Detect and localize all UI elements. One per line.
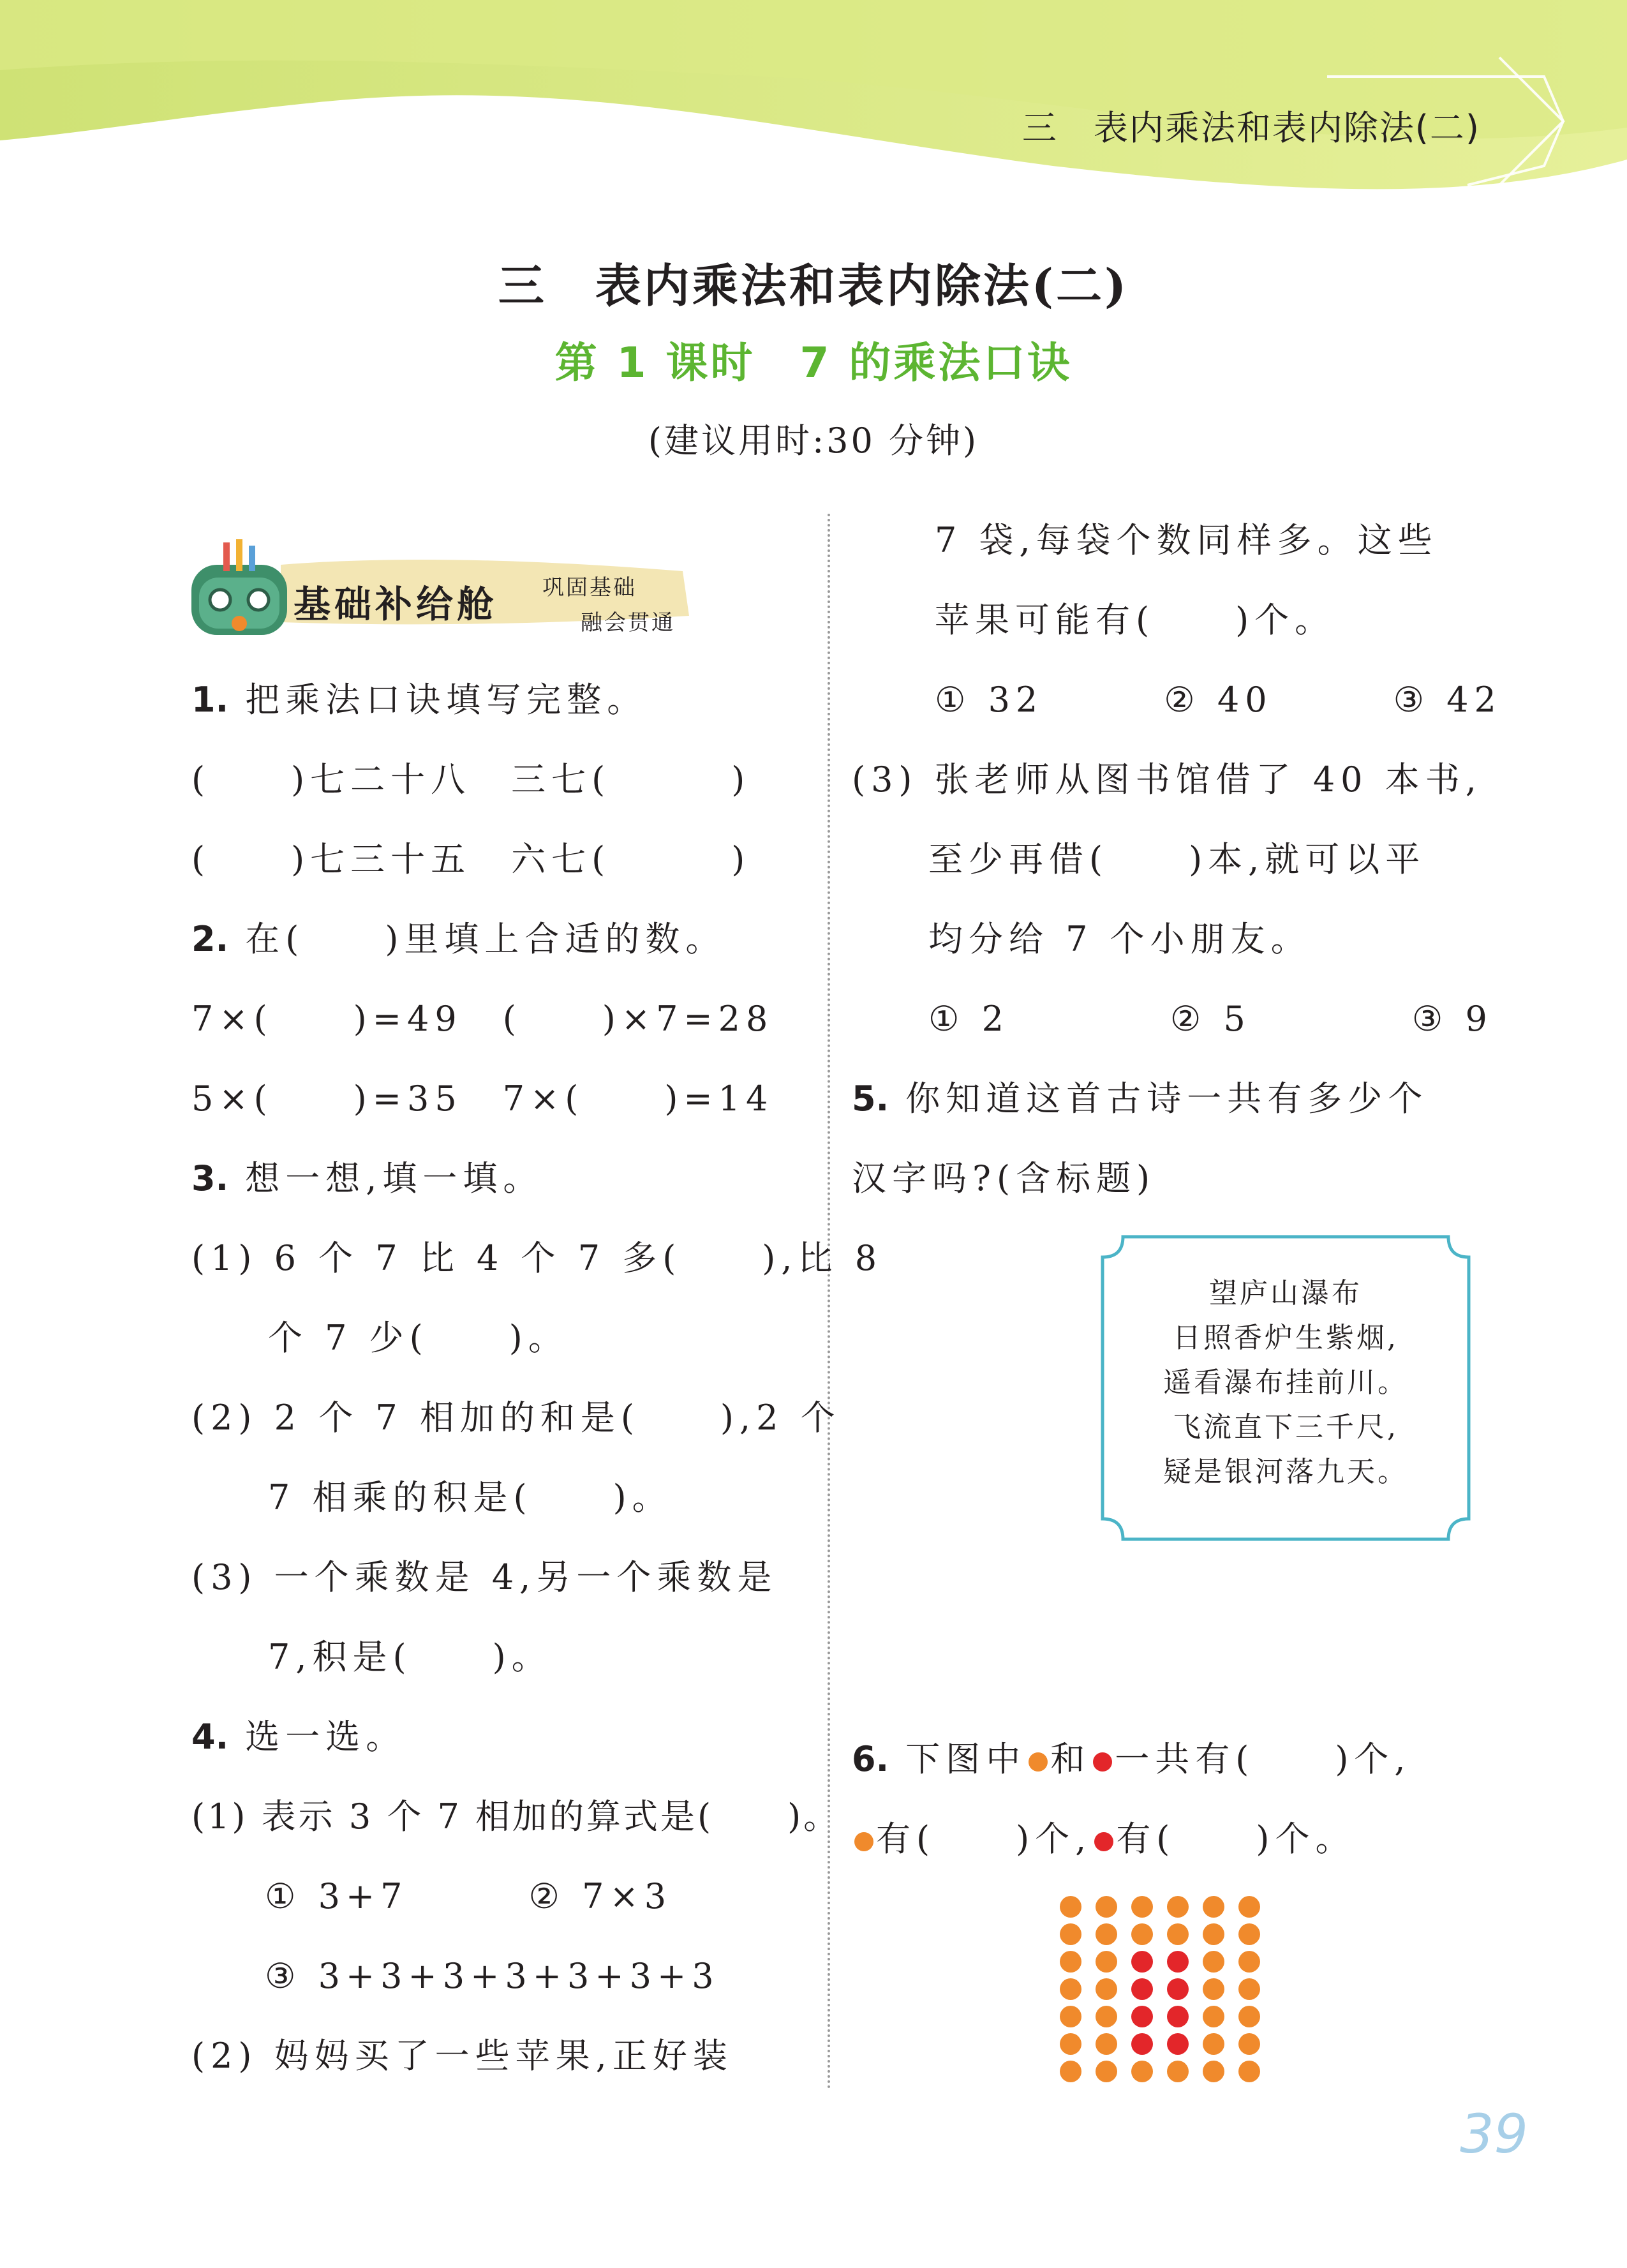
question-line: 7 袋,每袋个数同样多。这些 [935, 520, 1438, 560]
orange-dot [1238, 2006, 1260, 2027]
question-text: 有( )个, [876, 1819, 1092, 1859]
question-line: (1) 表示 3 个 7 相加的算式是( )。 [191, 1796, 841, 1837]
dot-grid [1058, 1894, 1262, 2085]
orange-dot [1096, 2061, 1117, 2082]
red-dot [1131, 2033, 1153, 2055]
suggested-time: (建议用时:30 分钟) [648, 421, 979, 461]
question-text: 有( )个。 [1116, 1819, 1356, 1859]
orange-dot [1060, 1978, 1081, 2000]
lesson-title: 第 1 课时 7 的乘法口诀 [554, 338, 1073, 387]
red-dot [1167, 1978, 1189, 2000]
orange-dot-icon [1029, 1752, 1048, 1772]
question-number: 4. [191, 1717, 229, 1757]
question-text: 选一选。 [245, 1717, 406, 1757]
question-2 [191, 919, 726, 959]
orange-dot [1238, 1896, 1260, 1918]
red-dot [1167, 2033, 1189, 2055]
orange-dot [1096, 2006, 1117, 2027]
choice-line: ① 3+7 ② 7×3 [265, 1876, 672, 1916]
red-dot-icon [1094, 1832, 1113, 1851]
question-line: 个 7 少( )。 [268, 1318, 568, 1358]
orange-dot [1203, 2033, 1224, 2055]
question-line: 汉字吗?(含标题) [852, 1158, 1156, 1198]
orange-dot [1060, 1896, 1081, 1918]
question-line: 7×( )=49 ( )×7=28 [191, 999, 774, 1039]
orange-dot [1203, 2006, 1224, 2027]
question-text: 和 [1050, 1739, 1091, 1779]
question-6 [852, 1739, 1411, 1779]
choice-line: ③ 3+3+3+3+3+3+3 [265, 1956, 720, 1996]
orange-dot [1131, 1923, 1153, 1945]
question-1 [191, 680, 648, 720]
poem-line: 飞流直下三千尺, [1173, 1411, 1399, 1444]
orange-dot [1096, 1951, 1117, 1973]
orange-dot [1167, 2061, 1189, 2082]
orange-dot [1096, 2033, 1117, 2055]
question-5 [852, 1078, 1429, 1119]
orange-dot [1060, 2006, 1081, 2027]
question-line: (1) 6 个 7 比 4 个 7 多( ),比 8 [191, 1238, 883, 1278]
orange-dot [1238, 2033, 1260, 2055]
orange-dot [1203, 2061, 1224, 2082]
orange-dot [1131, 2061, 1153, 2082]
running-header: 三 表内乘法和表内除法(二) [1022, 108, 1480, 148]
orange-dot [1167, 1896, 1189, 1918]
question-line: 均分给 7 个小朋友。 [928, 919, 1311, 959]
red-dot [1131, 2006, 1153, 2027]
orange-dot [1203, 1978, 1224, 2000]
orange-dot-icon [854, 1832, 873, 1851]
red-dot [1167, 2006, 1189, 2027]
section-badge-subtitle: 融会贯通 [581, 610, 675, 636]
orange-dot [1096, 1896, 1117, 1918]
question-line: ( )七二十八 三七( ) [191, 759, 751, 800]
question-line: (3) 一个乘数是 4,另一个乘数是 [191, 1557, 778, 1597]
section-badge-subtitle: 巩固基础 [542, 575, 637, 601]
orange-dot [1131, 1896, 1153, 1918]
orange-dot [1060, 1923, 1081, 1945]
question-line: (2) 妈妈买了一些苹果,正好装 [191, 2036, 733, 2076]
orange-dot [1203, 1951, 1224, 1973]
question-text: 想一想,填一填。 [245, 1158, 544, 1198]
choice-line: ① 32 ② 40 ③ 42 [935, 680, 1502, 720]
question-text: 下图中 [905, 1739, 1027, 1779]
question-text: 你知道这首古诗一共有多少个 [905, 1078, 1429, 1119]
orange-dot [1096, 1923, 1117, 1945]
poem-title: 望庐山瀑布 [1209, 1277, 1362, 1309]
poem-line: 遥看瀑布挂前川。 [1163, 1366, 1408, 1399]
question-line [852, 1819, 1356, 1859]
red-dot [1131, 1978, 1153, 2000]
orange-dot [1238, 1951, 1260, 1973]
question-text: 在( )里填上合适的数。 [245, 919, 726, 959]
question-number: 6. [852, 1739, 889, 1779]
question-line: 5×( )=35 7×( )=14 [191, 1078, 774, 1119]
question-line: ( )七三十五 六七( ) [191, 839, 751, 879]
orange-dot [1060, 2033, 1081, 2055]
question-line: 7 相乘的积是( )。 [268, 1477, 672, 1518]
orange-dot [1096, 1978, 1117, 2000]
choice-line: ① 2 ② 5 ③ 9 [928, 999, 1493, 1039]
unit-title: 三 表内乘法和表内除法(二) [498, 258, 1129, 313]
orange-dot [1203, 1896, 1224, 1918]
question-text: 一共有( )个, [1115, 1739, 1411, 1779]
orange-dot [1167, 1923, 1189, 1945]
question-number: 3. [191, 1158, 229, 1198]
question-number: 2. [191, 919, 229, 959]
orange-dot [1060, 2061, 1081, 2082]
page-number: 39 [1460, 2103, 1528, 2165]
question-line: (2) 2 个 7 相加的和是( ),2 个 [191, 1398, 841, 1438]
orange-dot [1238, 1978, 1260, 2000]
poem-line: 疑是银河落九天。 [1163, 1456, 1408, 1488]
question-number: 5. [852, 1078, 889, 1119]
question-3 [191, 1158, 544, 1198]
question-line: (3) 张老师从图书馆借了 40 本书, [852, 759, 1482, 800]
poem-line: 日照香炉生紫烟, [1173, 1322, 1399, 1354]
question-number: 1. [191, 680, 229, 720]
orange-dot [1238, 2061, 1260, 2082]
question-line: 7,积是( )。 [268, 1637, 552, 1677]
question-text: 把乘法口诀填写完整。 [245, 680, 648, 720]
red-dot-icon [1093, 1752, 1112, 1772]
orange-dot [1203, 1923, 1224, 1945]
red-dot [1167, 1951, 1189, 1973]
red-dot [1131, 1951, 1153, 1973]
orange-dot [1238, 1923, 1260, 1945]
question-line: 至少再借( )本,就可以平 [928, 839, 1426, 879]
section-badge-title: 基础补给舱 [293, 583, 498, 626]
column-divider [828, 514, 830, 2090]
question-4 [191, 1717, 406, 1757]
question-line: 苹果可能有( )个。 [935, 600, 1335, 640]
orange-dot [1060, 1951, 1081, 1973]
